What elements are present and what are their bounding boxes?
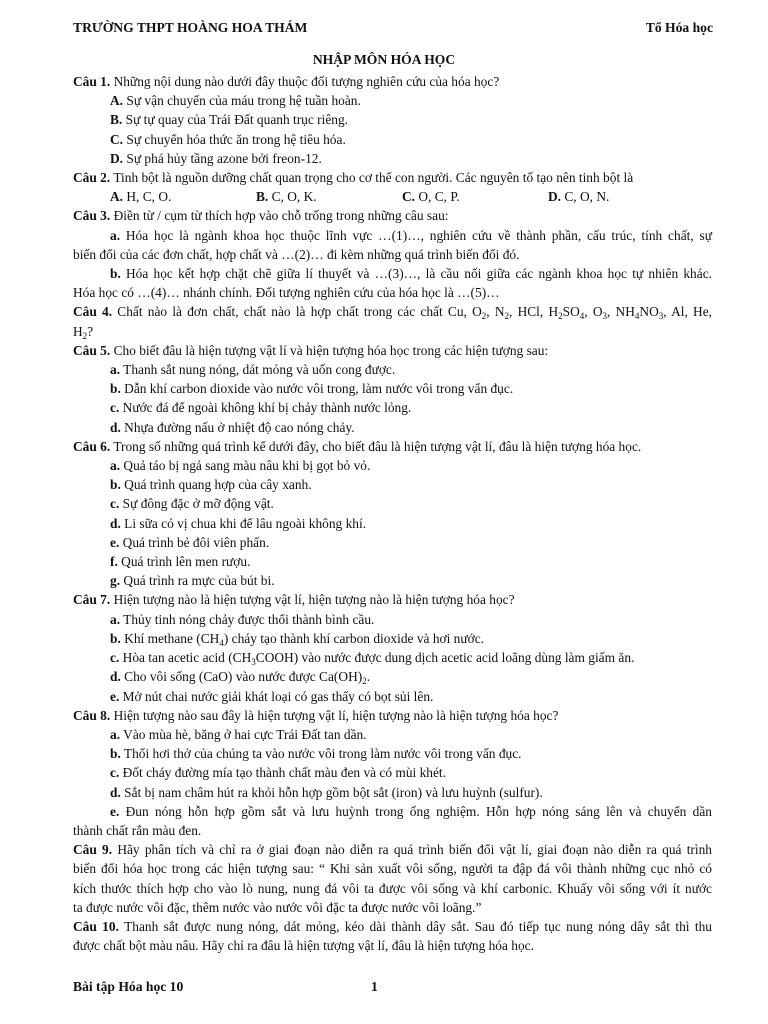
question-text: Trong số những quá trình kể dưới đây, cho biết đâu là hiện tượng vật lí, đâu là hiện tượng hóa học. xyxy=(110,438,642,454)
item-c: c. Sự đông đặc ở mỡ động vật. xyxy=(110,496,274,512)
item-b-cont: Hóa học có …(4)… nhánh chính. Đối tượng nghiên cứu của hóa học là …(5)… xyxy=(73,285,500,301)
question-text: Hiện tượng nào sau đây là hiện tượng vật lí, hiện tượng nào là hiện tượng hóa học? xyxy=(110,707,559,723)
question-4-cont: $H_2$? xyxy=(73,323,94,341)
question-text: Cho biết đâu là hiện tượng vật lí và hiện tượng hóa học trong các hiện tượng sau: xyxy=(110,342,549,358)
item-b: b. Hóa học kết hợp chặt chẽ giữa lí thuyết và …(3)…, là cầu nối giữa các ngành khoa học tự nhiên khác. xyxy=(110,266,712,282)
item-b: b. Khí methane $(CH_4)$ cháy tạo thành khí carbon dioxide và hơi nước. xyxy=(110,630,484,648)
item-a: a. Vào mùa hè, băng ở hai cực Trái Đất tan dần. xyxy=(110,726,367,742)
question-text: Điền từ / cụm từ thích hợp vào chỗ trống trong những câu sau: xyxy=(110,208,449,224)
question-text: Hiện tượng nào là hiện tượng vật lí, hiện tượng nào là hiện tượng hóa học? xyxy=(110,592,515,608)
question-8 xyxy=(73,706,712,725)
option-a: A. Sự vận chuyển của máu trong hệ tuần hoàn. xyxy=(110,93,361,109)
item-b: b. Quá trình quang hợp của cây xanh. xyxy=(110,477,312,493)
item-d: d. Sắt bị nam châm hút ra khỏi hỗn hợp gồm bột sắt (iron) và lưu huỳnh (sulfur). xyxy=(110,784,543,800)
item-e: e. Quá trình bẻ đôi viên phấn. xyxy=(110,534,270,550)
page-number: 1 xyxy=(371,979,378,994)
option-c: C. Sự chuyển hóa thức ăn trong hệ tiêu hóa. xyxy=(110,131,346,147)
item-e: e. Đun nóng hỗn hợp gồm sắt và lưu huỳnh trong ống nghiệm. Hỗn hợp nóng sáng lên và chuyển dần xyxy=(110,803,712,819)
question-label: Câu 8. xyxy=(73,707,111,723)
item-f: f. Quá trình lên men rượu. xyxy=(110,554,251,570)
question-10: Câu 10. Thanh sắt được nung nóng, dát mỏng, kéo dài thành dây sắt. Sau đó tiếp tục nung nóng dây sắt thì thu xyxy=(73,918,712,934)
question-label: Câu 4. xyxy=(73,304,113,320)
question-5 xyxy=(73,341,712,360)
option-c: C. O, C, P. xyxy=(402,189,460,205)
question-1 xyxy=(73,72,712,91)
item-b: b. Dẫn khí carbon dioxide vào nước vôi trong, làm nước vôi trong vẩn đục. xyxy=(110,381,514,397)
question-6 xyxy=(73,437,712,456)
page-footer xyxy=(73,977,378,996)
question-9-line-3: kích thước thích hợp cho vào lò nung, nung đá vôi ta được vôi sống và khí carbonic. Khuấy vôi sống với ít nước xyxy=(73,880,712,896)
question-2 xyxy=(73,168,712,187)
item-a: a. Quả táo bị ngả sang màu nâu khi bị gọt bỏ vỏ. xyxy=(110,458,371,474)
question-label: Câu 1. xyxy=(73,74,111,89)
question-text: Tinh bột là nguồn dưỡng chất quan trọng cho cơ thể con người. Các nguyên tố tạo nên tinh bột là xyxy=(110,170,634,186)
page-header xyxy=(73,18,713,38)
item-d: d. Nhựa đường nấu ở nhiệt độ cao nóng chảy. xyxy=(110,419,355,435)
item-e-cont: thành chất rắn màu đen. xyxy=(73,822,202,838)
question-label: Câu 10. xyxy=(73,918,119,934)
options-row xyxy=(73,187,712,206)
question-9: Câu 9. Hãy phân tích và chỉ ra ở giai đoạn nào diễn ra quá trình biến đổi vật lí, giai đoạn nào diễn ra quá trình xyxy=(73,842,712,858)
question-4: Câu 4. Chất nào là đơn chất, chất nào là hợp chất trong các chất Cu, $O_2$, $N_2$, HCl, $H_2SO_4$, $O_3$, $NH_4NO_3$, Al, He, xyxy=(73,304,712,322)
question-label: Câu 9. xyxy=(73,842,113,858)
question-text: Những nội dung nào dưới đây thuộc đối tượng nghiên cứu của hóa học? xyxy=(110,74,500,89)
option-a: A. H, C, O. xyxy=(110,189,172,205)
item-b: b. Thổi hơi thở của chúng ta vào nước vôi trong làm nước vôi trong vẩn đục. xyxy=(110,746,522,762)
question-label: Câu 6. xyxy=(73,438,111,454)
item-c: c. Đốt cháy đường mía tạo thành chất màu đen và có mùi khét. xyxy=(110,765,446,781)
option-b: B. Sự tự quay của Trái Đất quanh trục riêng. xyxy=(110,112,349,128)
item-c: c. Nước đá để ngoài không khí bị chảy thành nước lỏng. xyxy=(110,400,412,416)
option-b: B. C, O, K. xyxy=(256,189,317,205)
question-9-line-2: biến đổi hóa học trong các hiện tượng sau: “ Khi sản xuất vôi sống, người ta đập đá vôi thành những cục nhỏ có xyxy=(73,861,712,877)
document-body xyxy=(73,72,712,955)
item-e: e. Mở nút chai nước giải khát loại có gas thấy có bọt sủi lên. xyxy=(110,688,434,704)
item-d: d. Li sữa có vị chua khi để lâu ngoài không khí. xyxy=(110,515,367,531)
page-title: NHẬP MÔN HÓA HỌC xyxy=(312,52,456,67)
question-label: Câu 5. xyxy=(73,342,111,358)
question-label: Câu 2. xyxy=(73,170,111,186)
question-3 xyxy=(73,206,712,225)
option-d: D. C, O, N. xyxy=(548,189,610,205)
book-title: Bài tập Hóa học 10 xyxy=(73,979,184,994)
item-a: a. Hóa học là ngành khoa học thuộc lĩnh vực …(1)…, nghiên cứu về thành phần, cấu trúc, tính chất, sự xyxy=(110,227,712,243)
item-a-cont: biến đổi của các đơn chất, hợp chất và …(2)… đi kèm những quá trình biến đổi đó. xyxy=(73,246,520,262)
item-c: c. Hòa tan acetic acid $(CH_3COOH)$ vào nước được dung dịch acetic acid loãng dùng làm giấm ăn. xyxy=(110,650,635,668)
item-a: a. Thủy tinh nóng chảy được thổi thành bình cầu. xyxy=(110,611,375,627)
question-9-line-4: ta được nước vôi đặc, thêm nước vào nước vôi đặc ta được nước vôi loãng.” xyxy=(73,899,482,915)
item-a: a. Thanh sắt nung nóng, dát mỏng và uốn cong được. xyxy=(110,362,396,378)
item-g: g. Quá trình ra mực của bút bi. xyxy=(110,573,275,589)
question-label: Câu 3. xyxy=(73,208,111,224)
school-name: TRƯỜNG THPT HOÀNG HOA THÁM xyxy=(73,20,308,35)
department-name: Tổ Hóa học xyxy=(645,20,713,35)
question-10-line-2: được chất bột màu nâu. Hãy chỉ ra đâu là hiện tượng vật lí, đâu là hiện tượng hóa học. xyxy=(73,938,534,954)
question-7 xyxy=(73,590,712,609)
question-label: Câu 7. xyxy=(73,592,111,608)
item-d: d. Cho vôi sống (CaO) vào nước được $Ca(OH)_2$. xyxy=(110,669,371,687)
option-d: D. Sự phá hủy tầng azone bởi freon-12. xyxy=(110,150,322,166)
